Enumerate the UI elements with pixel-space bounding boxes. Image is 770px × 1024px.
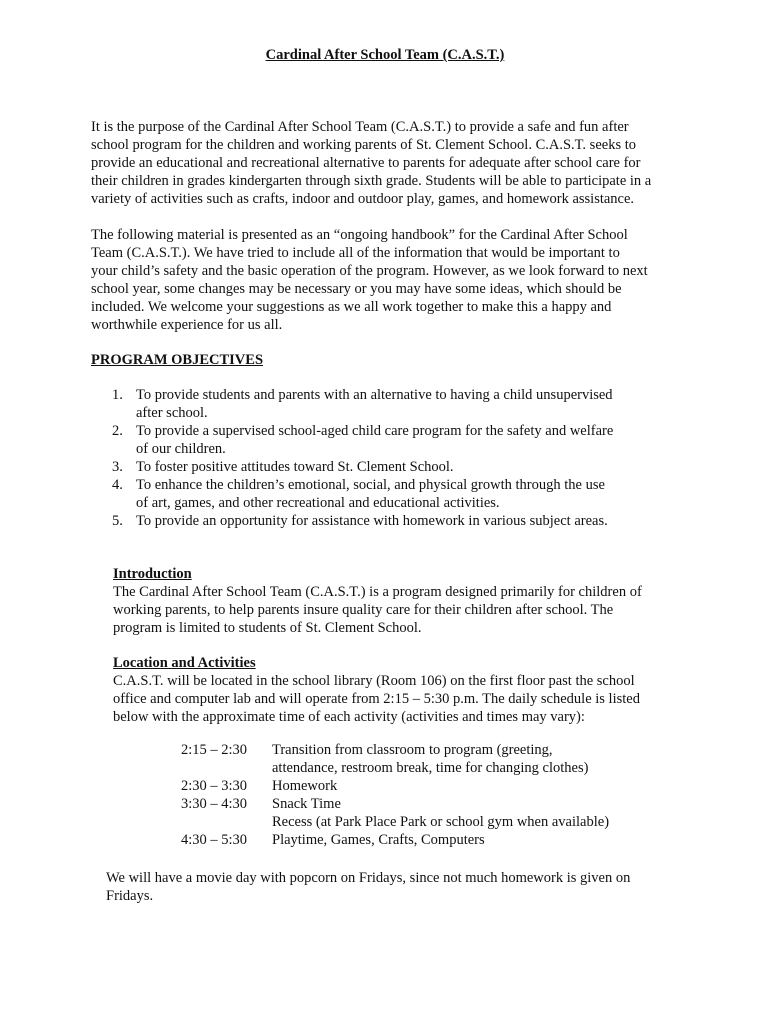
text-line: provide an educational and recreational alternative to parents for adequate after school care for bbox=[91, 155, 641, 171]
introduction-heading: Introduction bbox=[113, 566, 192, 582]
text-line: Homework bbox=[272, 778, 338, 794]
text-line: variety of activities such as crafts, indoor and outdoor play, games, and homework assistance. bbox=[91, 191, 635, 207]
schedule-time: 3:30 – 4:30 bbox=[181, 796, 248, 812]
daily-schedule bbox=[181, 741, 661, 849]
objective-item bbox=[112, 422, 672, 458]
text-line: To enhance the children’s emotional, social, and physical growth through the use bbox=[136, 477, 605, 493]
location-heading: Location and Activities bbox=[113, 655, 256, 671]
text-line: Recess (at Park Place Park or school gym when available) bbox=[272, 814, 610, 830]
text-line: Fridays. bbox=[106, 888, 154, 904]
schedule-row bbox=[181, 831, 661, 849]
text-line: To provide a supervised school-aged child care program for the safety and welfare bbox=[136, 423, 614, 439]
schedule-time: 4:30 – 5:30 bbox=[181, 832, 248, 848]
text-line: Transition from classroom to program (greeting, bbox=[272, 742, 553, 758]
schedule-row bbox=[181, 777, 661, 795]
text-line: We will have a movie day with popcorn on Fridays, since not much homework is given on bbox=[106, 870, 631, 886]
objectives-heading: PROGRAM OBJECTIVES bbox=[91, 352, 264, 368]
text-line: below with the approximate time of each activity (activities and times may vary): bbox=[113, 709, 585, 725]
schedule-row bbox=[181, 741, 661, 777]
text-line: their children in grades kindergarten through sixth grade. Students will be able to participate in a bbox=[91, 173, 652, 189]
text-line: of our children. bbox=[136, 441, 226, 457]
text-line: school year, some changes may be necessary or you may have some ideas, which should be bbox=[91, 281, 622, 297]
objective-number: 3. bbox=[112, 459, 123, 475]
text-line: your child’s safety and the basic operation of the program. However, as we look forward to next bbox=[91, 263, 648, 279]
text-line: The following material is presented as an “ongoing handbook” for the Cardinal After School bbox=[91, 227, 628, 243]
text-line: of art, games, and other recreational and educational activities. bbox=[136, 495, 500, 511]
purpose-paragraph bbox=[91, 118, 691, 208]
objective-number: 4. bbox=[112, 477, 123, 493]
objective-item bbox=[112, 476, 672, 512]
text-line: office and computer lab and will operate from 2:15 – 5:30 p.m. The daily schedule is listed bbox=[113, 691, 640, 707]
objective-item bbox=[112, 458, 672, 476]
text-line: Playtime, Games, Crafts, Computers bbox=[272, 832, 485, 848]
text-line: It is the purpose of the Cardinal After School Team (C.A.S.T.) to provide a safe and fun after bbox=[91, 119, 629, 135]
text-line: program is limited to students of St. Clement School. bbox=[113, 620, 422, 636]
text-line: C.A.S.T. will be located in the school library (Room 106) on the first floor past the school bbox=[113, 673, 635, 689]
text-line: To provide an opportunity for assistance with homework in various subject areas. bbox=[136, 513, 608, 529]
text-line: Snack Time bbox=[272, 796, 341, 812]
schedule-activity bbox=[272, 831, 661, 849]
schedule-activity bbox=[272, 795, 661, 831]
text-line: To provide students and parents with an alternative to having a child unsupervised bbox=[136, 387, 613, 403]
handbook-paragraph bbox=[91, 226, 691, 334]
text-line: attendance, restroom break, time for changing clothes) bbox=[272, 760, 589, 776]
schedule-time: 2:30 – 3:30 bbox=[181, 778, 248, 794]
text-line: school program for the children and working parents of St. Clement School. C.A.S.T. seeks to bbox=[91, 137, 636, 153]
objective-item bbox=[112, 386, 672, 422]
text-line: working parents, to help parents insure quality care for their children after school. The bbox=[113, 602, 614, 618]
schedule-activity bbox=[272, 741, 661, 777]
schedule-time: 2:15 – 2:30 bbox=[181, 742, 248, 758]
schedule-activity bbox=[272, 777, 661, 795]
objective-number: 5. bbox=[112, 513, 123, 529]
text-line: after school. bbox=[136, 405, 208, 421]
objective-number: 2. bbox=[112, 423, 123, 439]
introduction-section bbox=[113, 565, 713, 637]
text-line: To foster positive attitudes toward St. Clement School. bbox=[136, 459, 454, 475]
objectives-list bbox=[112, 386, 672, 530]
objective-item bbox=[112, 512, 672, 530]
text-line: worthwhile experience for us all. bbox=[91, 317, 283, 333]
text-line: Team (C.A.S.T.). We have tried to include all of the information that would be important to bbox=[91, 245, 620, 261]
objective-number: 1. bbox=[112, 387, 123, 403]
location-section bbox=[113, 654, 713, 726]
movie-day-note bbox=[106, 869, 706, 905]
text-line: The Cardinal After School Team (C.A.S.T.) is a program designed primarily for children of bbox=[113, 584, 642, 600]
text-line: included. We welcome your suggestions as we all work together to make this a happy and bbox=[91, 299, 612, 315]
schedule-row bbox=[181, 795, 661, 831]
page-title: Cardinal After School Team (C.A.S.T.) bbox=[265, 47, 505, 63]
